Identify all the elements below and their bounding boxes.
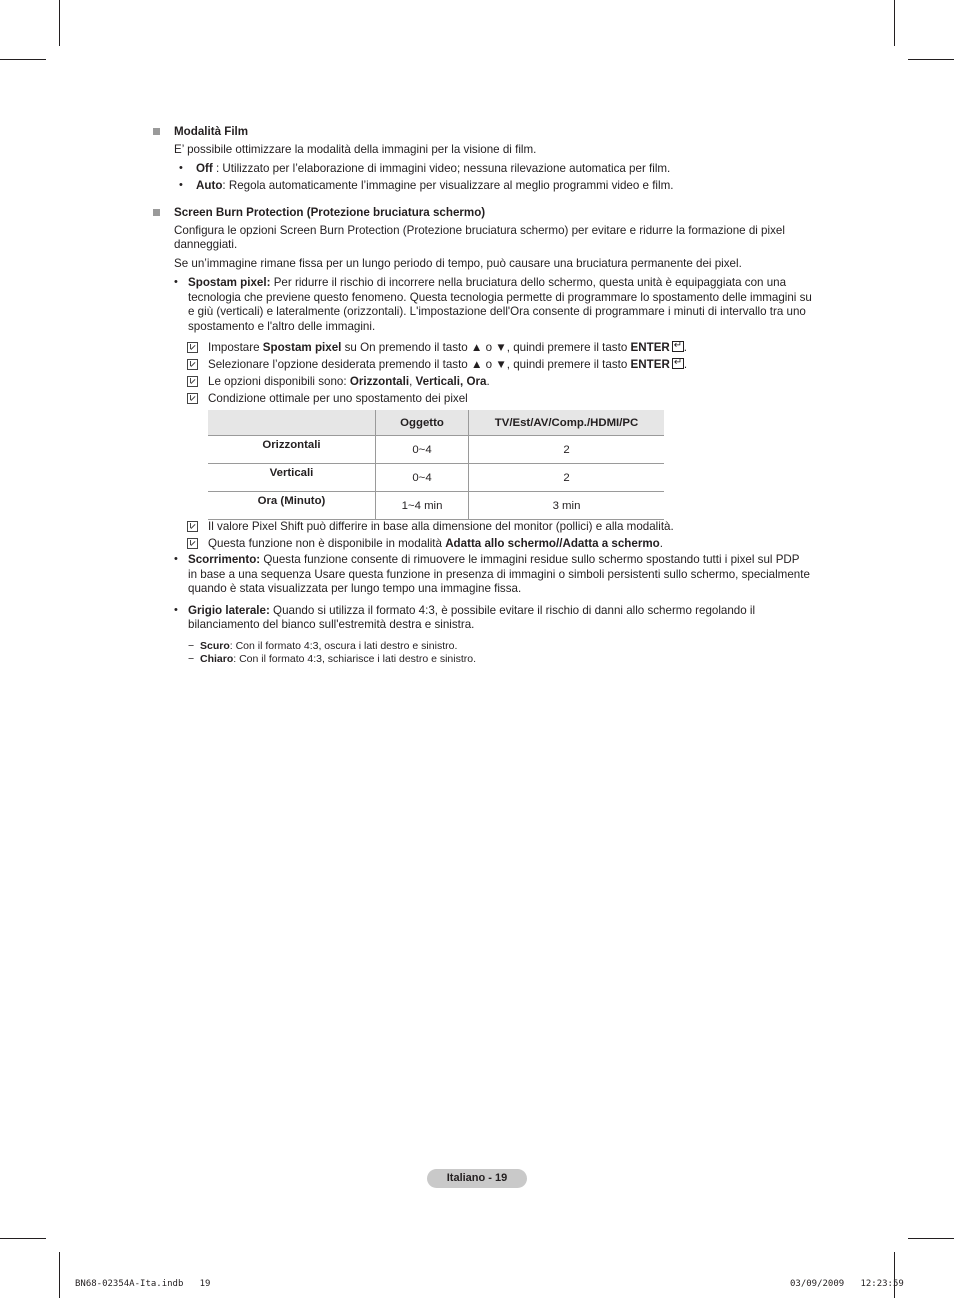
table-header-cell: Oggetto <box>376 410 469 436</box>
crop-mark <box>908 1238 954 1239</box>
table-cell: 1~4 min <box>376 492 469 520</box>
note-text: Le opzioni disponibili sono: Orizzontali, Verticali, Ora. <box>208 375 490 388</box>
note-text: Questa funzione non è disponibile in modalità Adatta allo schermo//Adatta a schermo. <box>208 537 663 550</box>
table-header-cell: TV/Est/AV/Comp./HDMI/PC <box>469 410 665 436</box>
note-text: Selezionare l’opzione desiderata premendo il tasto ▲ o ▼, quindi premere il tasto ENTER↵ . <box>208 358 687 372</box>
crop-mark <box>59 0 60 46</box>
note-icon <box>187 359 198 370</box>
section-title: Screen Burn Protection (Protezione bruciatura schermo) <box>174 206 486 219</box>
table-row <box>208 492 664 520</box>
dash-icon: − <box>188 653 195 665</box>
list-item-cont: tecnologia che previene questo fenomeno. Questa tecnologia permette di programmare lo spostamento delle immagini su <box>188 291 812 304</box>
sub-item: Scuro: Con il formato 4:3, oscura i lati destro e sinistro. <box>200 640 458 652</box>
dash-icon: − <box>188 640 195 652</box>
crop-mark <box>0 59 46 60</box>
crop-mark <box>894 1252 895 1298</box>
list-item: Auto: Regola automaticamente l’immagine per visualizzare al meglio programmi video e film. <box>196 179 674 192</box>
table-cell: 0~4 <box>376 436 469 464</box>
table-cell: 2 <box>469 436 665 464</box>
bullet-icon: • <box>174 604 178 616</box>
list-item-cont: bilanciamento del bianco sull'estremità destra e sinistra. <box>188 618 475 631</box>
paragraph: Se un’immagine rimane fissa per un lungo periodo di tempo, può causare una bruciatura permanente dei pixel. <box>174 257 742 270</box>
note-icon <box>187 393 198 404</box>
sub-item: Chiaro: Con il formato 4:3, schiarisce i lati destro e sinistro. <box>200 653 477 665</box>
section-bullet-icon <box>153 209 160 216</box>
list-item: Scorrimento: Questa funzione consente di rimuovere le immagini residue sullo schermo spostando tutti i pixel sul PDP <box>188 553 800 566</box>
list-item-cont: quando è stata visualizzata per lungo tempo una immagine fissa. <box>188 582 522 595</box>
table-row <box>208 436 664 464</box>
note-icon <box>187 376 198 387</box>
note-icon <box>187 521 198 532</box>
bullet-icon: • <box>174 276 178 288</box>
list-item-cont: in base a una sequenza Usare questa funzione in presenza di immagini o simboli persistenti sullo schermo, specialmente <box>188 568 810 581</box>
section-bullet-icon <box>153 128 160 135</box>
table-header-cell <box>208 410 376 436</box>
list-item: Off : Utilizzato per l’elaborazione di immagini video; nessuna rilevazione automatica per film. <box>196 162 671 175</box>
table-cell: 0~4 <box>376 464 469 492</box>
file-info: BN68-02354A-Ita.indb 19 <box>75 1279 211 1289</box>
table-cell: Ora (Minuto) <box>208 492 376 520</box>
note-text: Il valore Pixel Shift può differire in base alla dimensione del monitor (pollici) e alla modalità. <box>208 520 674 533</box>
table-cell: 3 min <box>469 492 665 520</box>
section-title: Modalità Film <box>174 125 249 138</box>
table-cell: Orizzontali <box>208 436 376 464</box>
crop-mark <box>59 1252 60 1298</box>
paragraph: danneggiati. <box>174 238 238 251</box>
crop-mark <box>894 0 895 46</box>
note-icon <box>187 538 198 549</box>
note-icon <box>187 342 198 353</box>
list-item-cont: spostamento e l'altro delle immagini. <box>188 320 376 333</box>
table-header-row <box>208 410 664 436</box>
bullet-icon: • <box>179 179 183 191</box>
list-item: Grigio laterale: Quando si utilizza il formato 4:3, è possibile evitare il rischio di danni allo schermo regolando il <box>188 604 756 617</box>
page-number-badge: Italiano - 19 <box>427 1169 527 1188</box>
note-text: Impostare Spostam pixel su On premendo il tasto ▲ o ▼, quindi premere il tasto ENTER↵ . <box>208 341 687 355</box>
bullet-icon: • <box>179 162 183 174</box>
enter-icon <box>672 341 684 352</box>
enter-icon <box>672 358 684 369</box>
paragraph: Configura le opzioni Screen Burn Protection (Protezione bruciatura schermo) per evitare e ridurre la formazione di pixel <box>174 224 785 237</box>
crop-mark <box>0 1238 46 1239</box>
list-item: Spostam pixel: Per ridurre il rischio di incorrere nella bruciatura dello schermo, questa unità è equipaggiata con una <box>188 276 787 289</box>
print-date: 03/09/2009 12:23:59 <box>790 1279 904 1289</box>
table-cell: Verticali <box>208 464 376 492</box>
crop-mark <box>908 59 954 60</box>
note-text: Condizione ottimale per uno spostamento dei pixel <box>208 392 468 405</box>
paragraph: E’ possibile ottimizzare la modalità della immagini per la visione di film. <box>174 143 537 156</box>
list-item-cont: e giù (verticali) e lateralmente (orizzontali). L'impostazione dell'Ora consente di programmare i minuti di intervallo tra uno <box>188 305 806 318</box>
table-cell: 2 <box>469 464 665 492</box>
bullet-icon: • <box>174 553 178 565</box>
pixel-shift-table <box>208 410 664 520</box>
table-row <box>208 464 664 492</box>
